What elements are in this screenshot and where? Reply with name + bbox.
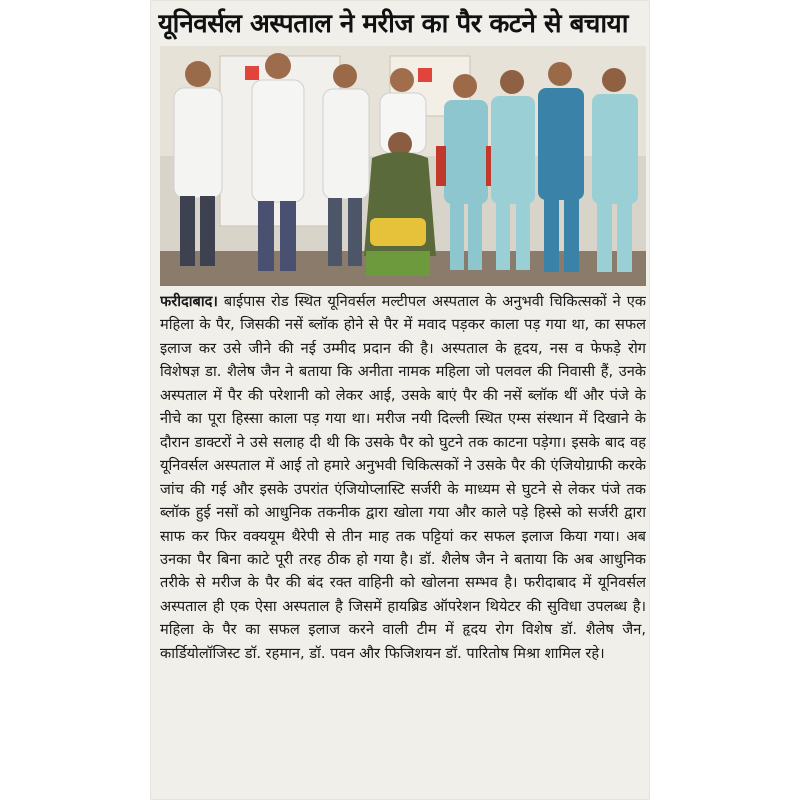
headline: यूनिवर्सल अस्पताल ने मरीज का पैर कटने से बचाया xyxy=(158,9,628,39)
dateline: फरीदाबाद। xyxy=(160,293,218,310)
group-photo-illustration xyxy=(160,46,646,286)
news-photo xyxy=(160,46,646,286)
article-body xyxy=(160,290,646,796)
article-text: बाईपास रोड स्थित यूनिवर्सल मल्टीपल अस्पताल के अनुभवी चिकित्सकों ने एक महिला के पैर, जिसकी नसें ब्लॉक होने से पैर में मवाद पड़कर काला पड़ गया था, का सफल इलाज कर उसे जीने की नई उम्मीद प्रदान की है। अस्पताल के हृदय, नस व फेफड़े रोग विशेषज्ञ डा. शैलेष जैन ने बताया कि अनीता नामक महिला जो पलवल की निवासी हैं, उनके अस्पताल में पैर की परेशानी को लेकर आई, उसके बाएं पैर की नसें ब्लॉक थीं और पंजे के नीचे का पूरा हिस्सा काला पड़ गया था। मरीज नयी दिल्ली स्थित एम्स संस्थान में दिखाने के दौरान डाक्टरों ने उसे सलाह दी थी कि उसके पैर को घुटने तक काटना पड़ेगा। इसके बाद वह यूनिवर्सल अस्पताल में आई तो हमारे अनुभवी चिकित्सकों ने उसके पैर की एंजियोग्राफी करके जांच की गई और इसके उपरांत एंजियोप्लास्टि सर्जरी के माध्यम से घुटने से लेकर पंजे तक ब्लॉक हुई नसों को आधुनिक तकनीक द्वारा खोला गया और काले पड़े हिस्से को सर्जरी द्वारा साफ कर फिर वक्ययूम थैरेपी से तीन माह तक पट्टियां कर सफल इलाज किया गया। अब उनका पैर बिना काटे पूरी तरह ठीक हो गया है। डॉ. शैलेष जैन ने बताया कि अब आधुनिक तरीके से मरीज के पैर की बंद रक्त वाहिनी को खोलना सम्भव है। फरीदाबाद में यूनिवर्सल अस्पताल ही एक ऐसा अस्पताल है जिसमें हायब्रिड ऑपरेशन थियेटर की सुविधा उपलब्ध है। महिला के पैर का सफल इलाज करने वाली टीम में हृदय रोग विशेष डॉ. शैलेष जैन, कार्डियोलॉजिस्ट डॉ. रहमान, डॉ. पवन और फिजिशयन डॉ. पारितोष मिश्रा शामिल रहे। xyxy=(160,293,646,662)
